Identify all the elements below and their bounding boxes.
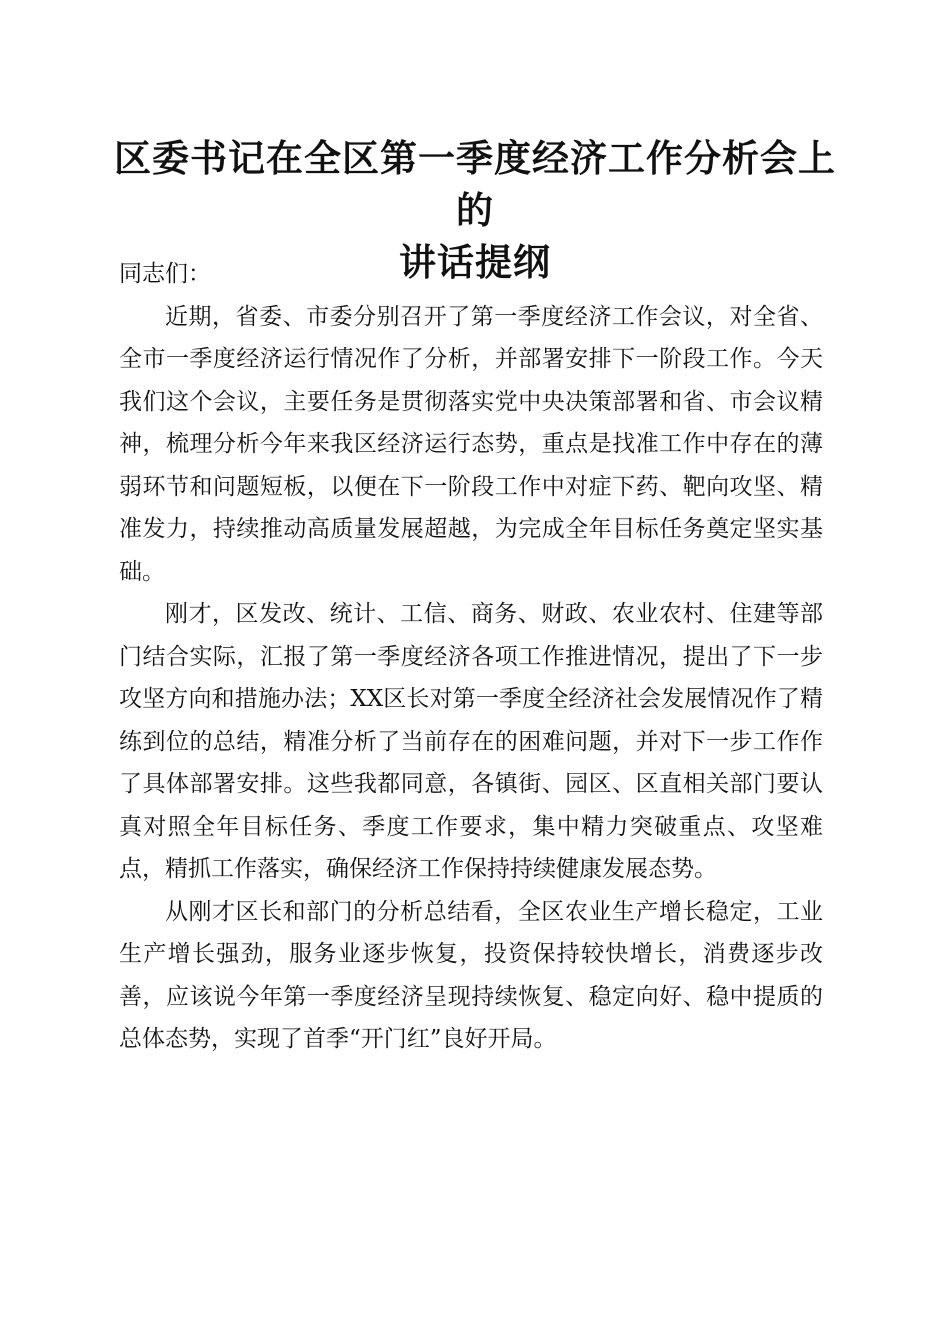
paragraph-3: 从刚才区长和部门的分析总结看，全区农业生产增长稳定，工业生产增长强劲，服务业逐步恢复，投资保持较快增长，消费逐步改善，应该说今年第一季度经济呈现持续恢复、稳定向好、稳中提质的总体态势，实现了首季“开门红”良好开局。 <box>119 898 823 1052</box>
title-line-2: 讲话提纲 <box>399 240 551 284</box>
paragraph-2: 刚才，区发改、统计、工信、商务、财政、农业农村、住建等部门结合实际，汇报了第一季度经济各项工作推进情况，提出了下一步攻坚方向和措施办法；XX区长对第一季度全经济社会发展情况作了精练到位的总结，精准分析了当前存在的困难问题，并对下一步工作作了具体部署安排。这些我都同意，各镇街、园区、区直相关部门要认真对照全年目标任务、季度工作要求，集中精力突破重点、攻坚难点，精抓工作落实，确保经济工作保持持续健康发展态势。 <box>119 601 823 882</box>
document-body <box>119 253 823 1061</box>
paragraph-1: 近期，省委、市委分别召开了第一季度经济工作会议，对全省、全市一季度经济运行情况作了分析，并部署安排下一阶段工作。今天我们这个会议，主要任务是贯彻落实党中央决策部署和省、市会议精神，梳理分析今年来我区经济运行态势，重点是找准工作中存在的薄弱环节和问题短板，以便在下一阶段工作中对症下药、靶向攻坚、精准发力，持续推动高质量发展超越，为完成全年目标任务奠定坚实基础。 <box>119 303 823 585</box>
salutation: 同志们： <box>119 261 211 287</box>
title-line-1: 区委书记在全区第一季度经济工作分析会上的 <box>114 136 836 232</box>
